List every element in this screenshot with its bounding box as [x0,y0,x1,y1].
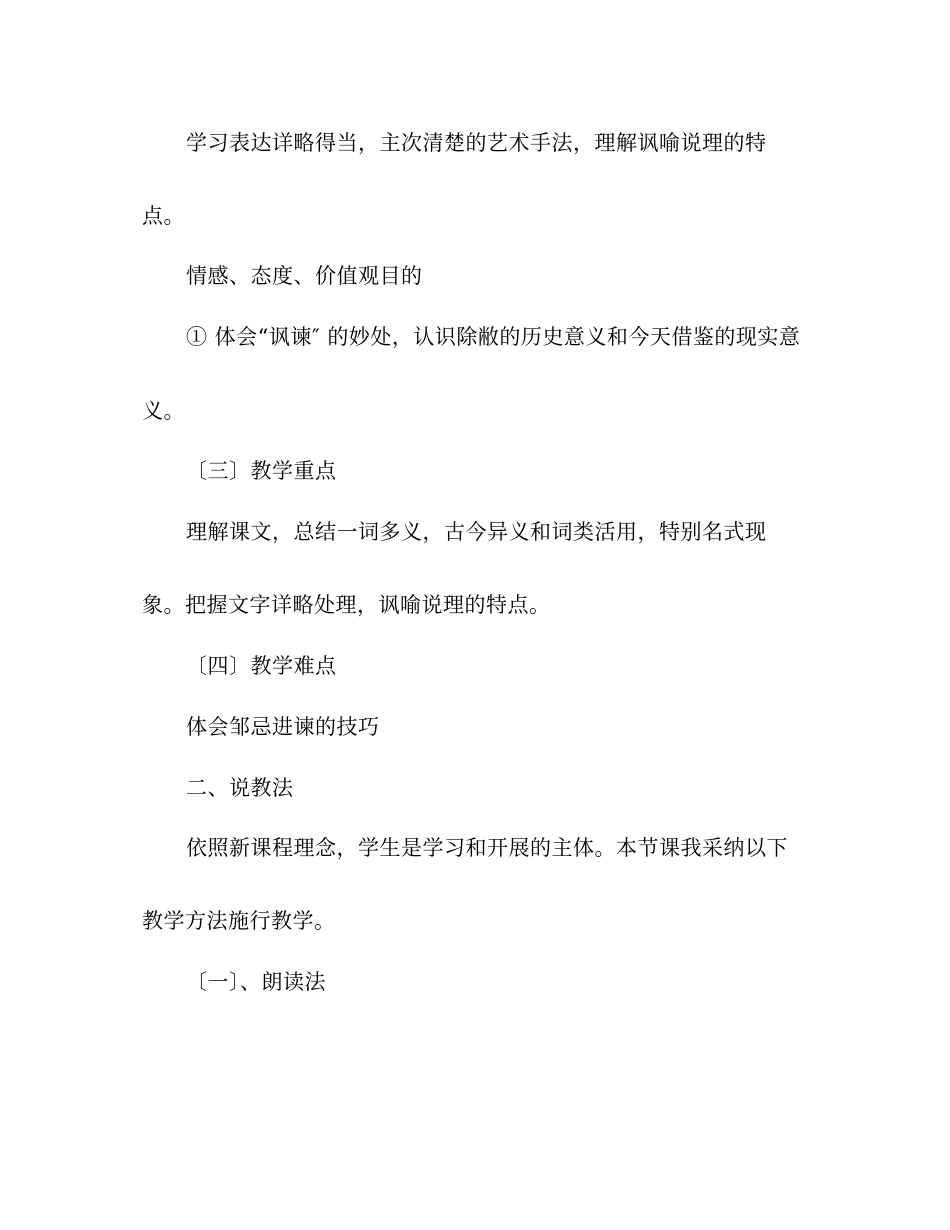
paragraph-line: 依照新课程理念，学生是学习和开展的主体。本节课我采纳以下 [186,836,788,860]
paragraph-line: 教学方法施行教学。 [142,909,336,933]
section-heading: 〔一〕、朗读法 [186,970,326,994]
paragraph-line: 象。把握文字详略处理，讽喻说理的特点。 [142,593,551,617]
paragraph-line: 理解课文，总结一词多义，古今异义和词类活用，特别名式现 [186,520,767,544]
paragraph-line: 点。 [142,204,185,228]
paragraph-line: 义。 [142,399,185,423]
section-heading: 情感、态度、价值观目的 [186,264,423,288]
paragraph-line: ① 体会“讽谏″ 的妙处，认识除敝的历史意义和今天借鉴的现实意 [186,325,801,349]
paragraph-line: 体会邹忌进谏的技巧 [186,715,380,739]
section-heading: 〔四〕教学难点 [186,654,337,678]
section-heading: 二、说教法 [186,776,294,800]
section-heading: 〔三〕教学重点 [186,459,337,483]
paragraph-line: 学习表达详略得当，主次清楚的艺术手法，理解讽喻说理的特 [186,131,767,155]
